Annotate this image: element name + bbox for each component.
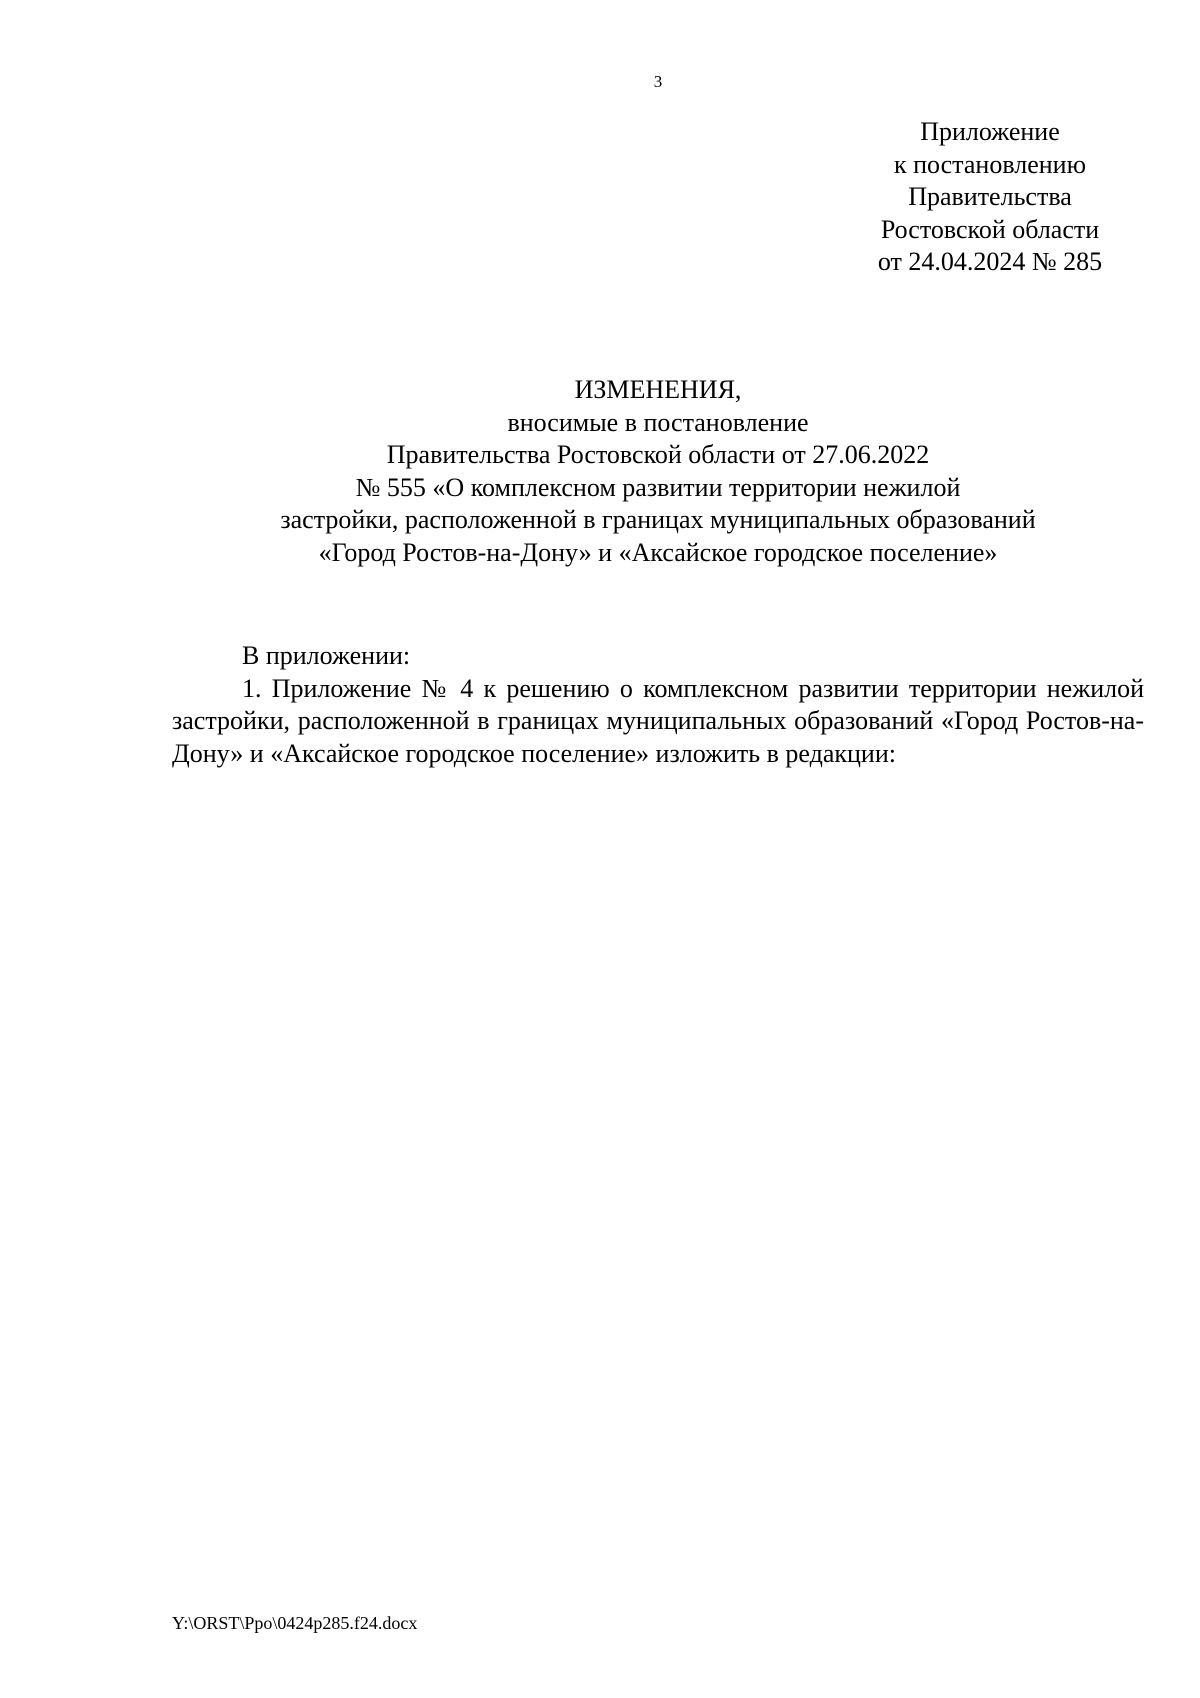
body-item-1: 1. Приложение № 4 к решению о комплексном развитии территории нежилой застройки, расположенной в границах муниципальных образований «Город Ростов-на-Дону» и «Аксайское городское поселение» изложить в редакции: — [172, 673, 1144, 768]
title-heading: ИЗМЕНЕНИЯ, — [574, 375, 742, 404]
page-number: 3 — [653, 72, 663, 91]
title-line: Правительства Ростовской области от 27.06.2022 — [386, 440, 930, 469]
title-line: застройки, расположенной в границах муниципальных образований — [280, 505, 1036, 534]
appendix-line: к постановлению — [893, 149, 1087, 179]
appendix-line: Ростовской области — [880, 214, 1100, 244]
body-lead-paragraph: В приложении: — [242, 641, 411, 670]
appendix-line: Правительства — [908, 182, 1072, 211]
appendix-line: Приложение — [920, 117, 1060, 146]
title-line: вносимые в постановление — [507, 407, 809, 437]
title-line: «Город Ростов-на-Дону» и «Аксайское городское поселение» — [318, 537, 998, 567]
document-title — [172, 374, 1144, 569]
title-line: № 555 «О комплексном развитии территории нежилой — [355, 472, 961, 502]
appendix-block — [820, 116, 1160, 279]
appendix-date-number: от 24.04.2024 № 285 — [877, 247, 1103, 276]
footer-file-path: Y:\ORST\Ppo\0424p285.f24.docx — [172, 1613, 418, 1633]
document-body — [172, 640, 1144, 770]
